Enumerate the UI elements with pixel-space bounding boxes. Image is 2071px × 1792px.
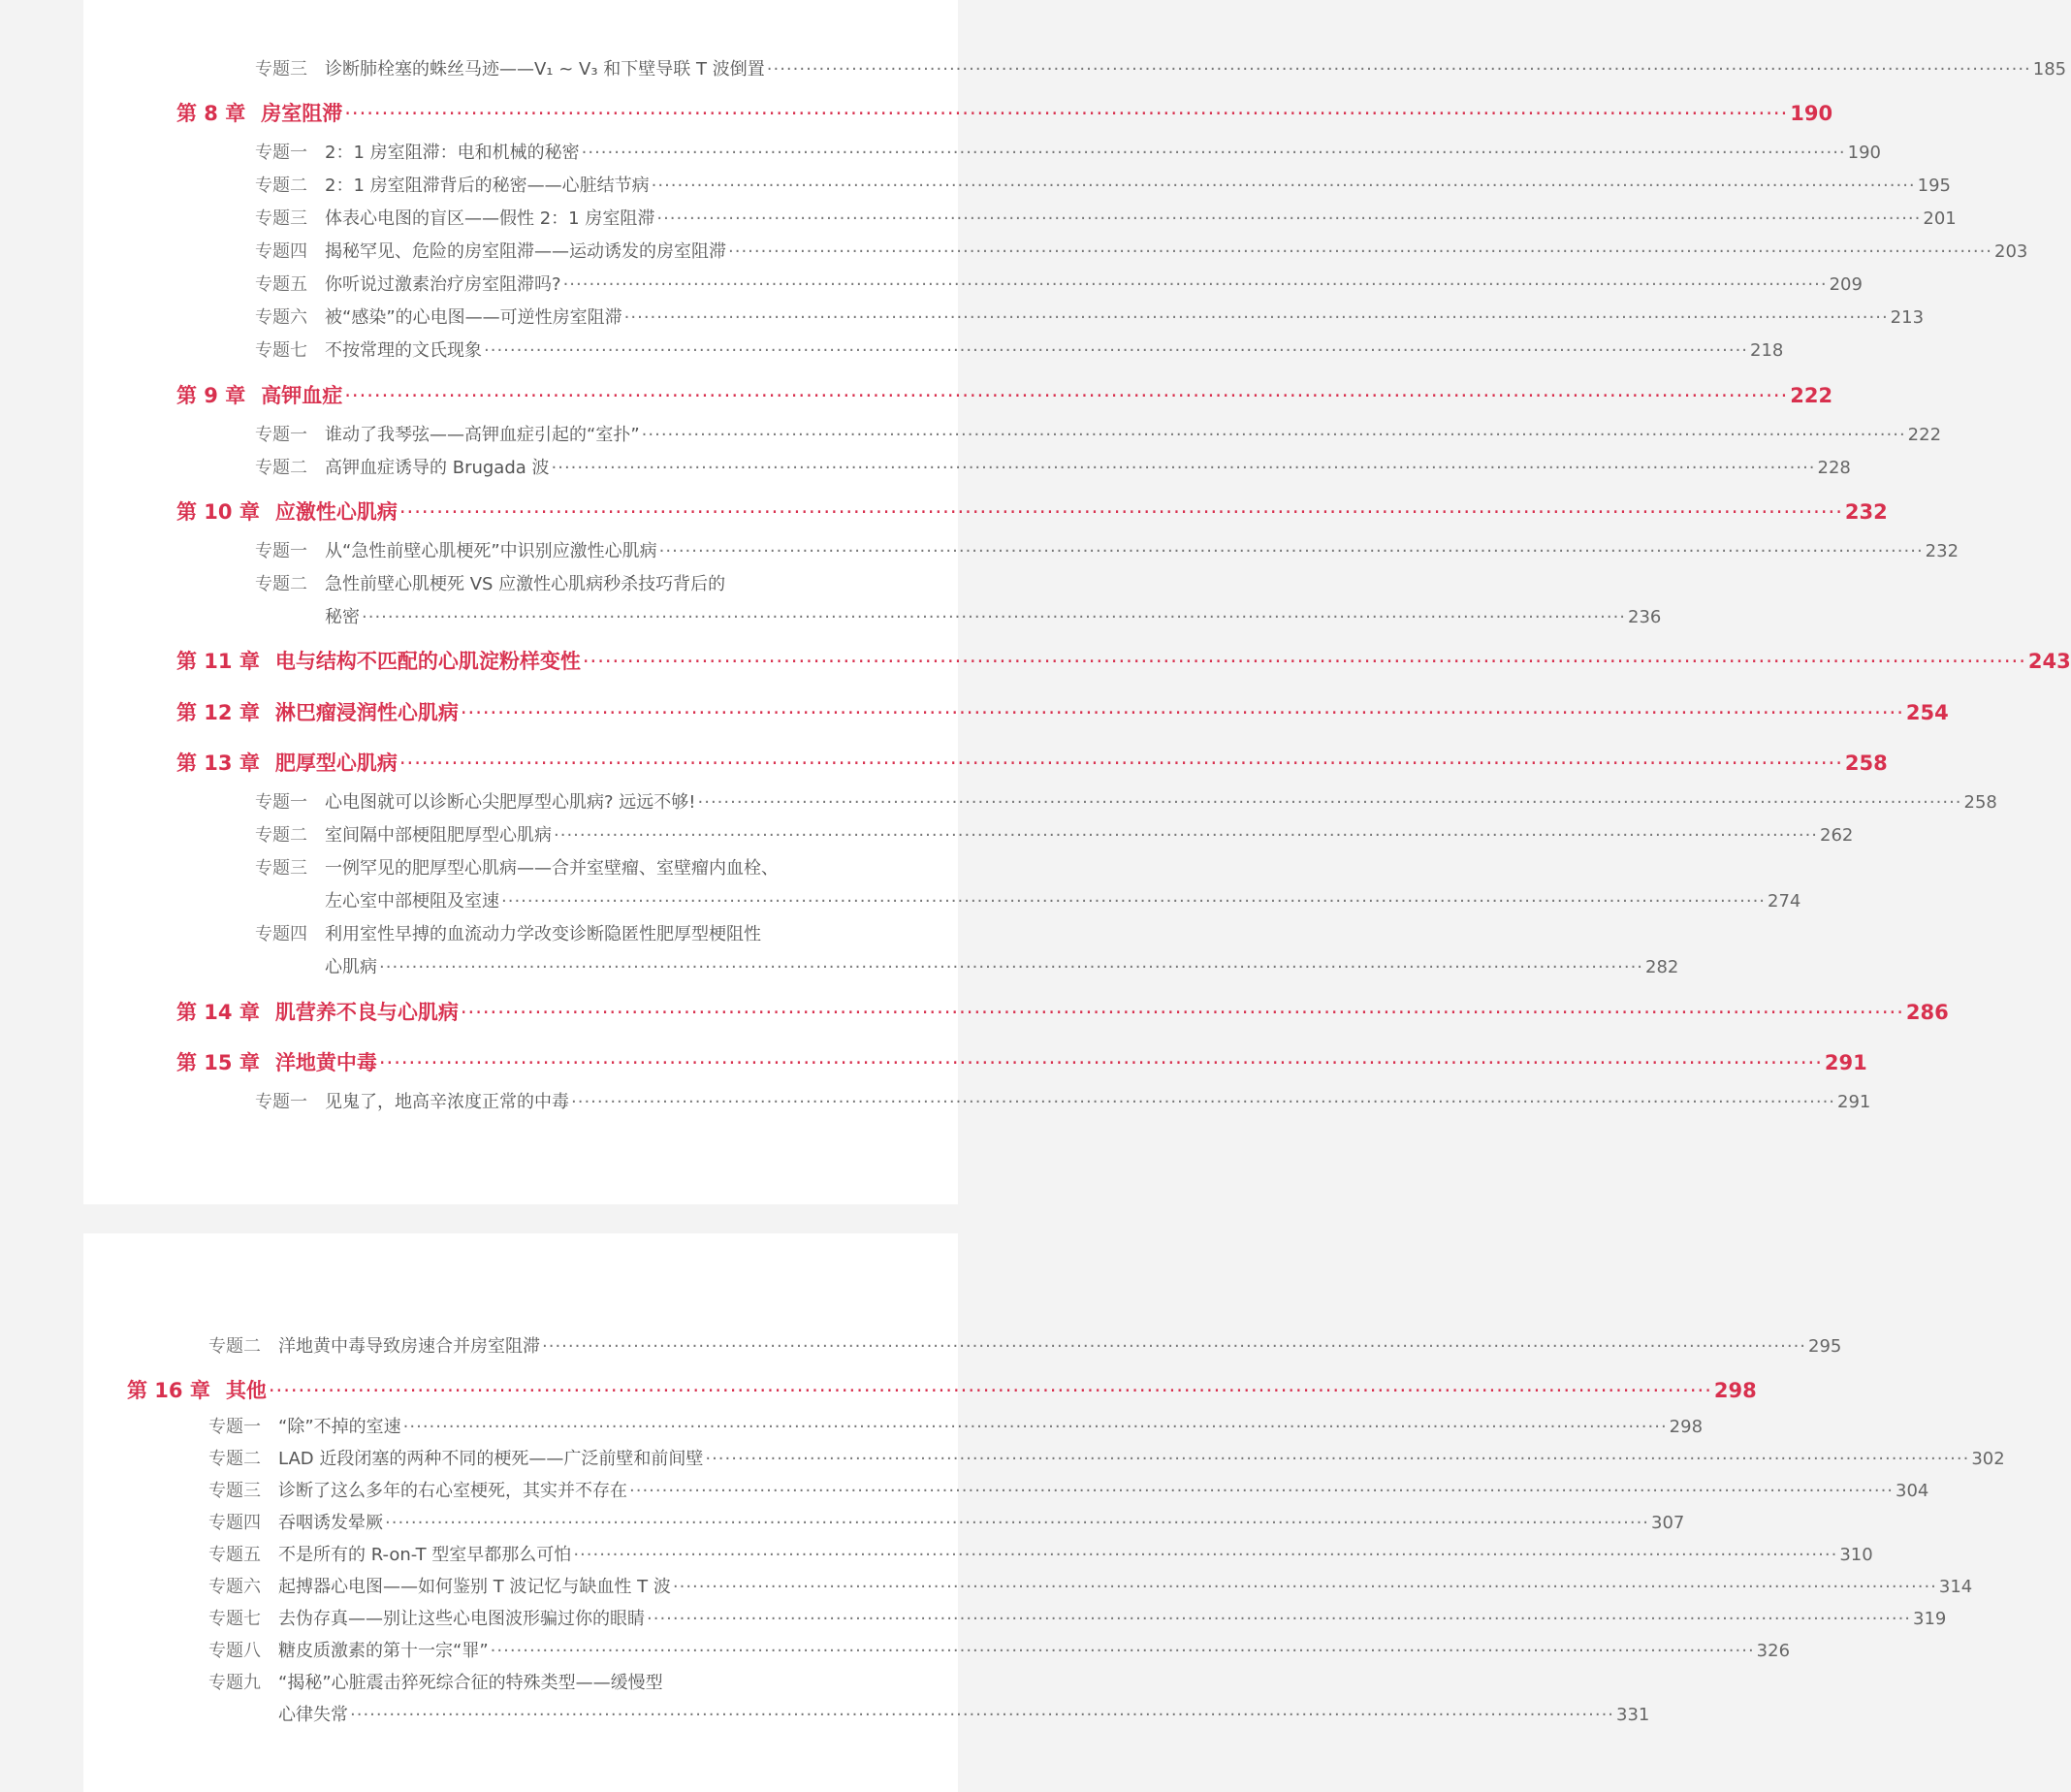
topic-label: 专题一 bbox=[255, 143, 307, 163]
toc-topic-entry bbox=[255, 537, 1959, 562]
dot-leader bbox=[350, 1705, 1614, 1725]
page-number: 222 bbox=[1907, 425, 1942, 445]
toc-topic-entry bbox=[208, 1637, 1791, 1662]
page-number: 295 bbox=[1808, 1336, 1842, 1357]
topic-title: 去伪存真——别让这些心电图波形骗过你的眼睛 bbox=[278, 1609, 645, 1629]
toc-topic-entry bbox=[255, 238, 2028, 263]
topic-title: 糖皮质激素的第十一宗“罪” bbox=[278, 1641, 489, 1661]
chapter-label: 第 9 章 bbox=[176, 384, 246, 407]
topic-label: 专题一 bbox=[255, 792, 307, 813]
toc-topic-entry bbox=[255, 172, 1951, 197]
dot-leader bbox=[554, 825, 1818, 846]
topic-label: 专题二 bbox=[208, 1336, 261, 1357]
page-number: 203 bbox=[1994, 241, 2028, 262]
topic-title: 利用室性早搏的血流动力学改变诊断隐匿性肥厚型梗阻性 bbox=[325, 924, 761, 944]
dot-leader bbox=[461, 701, 1904, 724]
page-number: 291 bbox=[1824, 1051, 1867, 1074]
page-number: 201 bbox=[1923, 208, 1957, 229]
chapter-title: 肌营养不良与心肌病 bbox=[274, 1001, 459, 1024]
topic-title: 不是所有的 R-on-T 型室早都那么可怕 bbox=[278, 1545, 572, 1565]
topic-label: 专题一 bbox=[255, 425, 307, 445]
page-number: 222 bbox=[1790, 384, 1833, 407]
dot-leader bbox=[399, 752, 1843, 775]
chapter-title: 电与结构不匹配的心肌淀粉样变性 bbox=[274, 650, 581, 673]
chapter-label: 第 15 章 bbox=[176, 1051, 260, 1074]
topic-title: 高钾血症诱导的 Brugada 波 bbox=[325, 458, 550, 478]
dot-leader bbox=[379, 1051, 1823, 1074]
chapter-label: 第 16 章 bbox=[127, 1379, 210, 1402]
toc-chapter-entry bbox=[127, 1375, 1757, 1404]
page-number: 307 bbox=[1651, 1513, 1685, 1533]
topic-label: 专题三 bbox=[255, 858, 307, 879]
topic-title: 2：1 房室阻滞：电和机械的秘密 bbox=[325, 143, 580, 163]
topic-title: LAD 近段闭塞的两种不同的梗死——广泛前壁和前间壁 bbox=[278, 1449, 704, 1469]
chapter-title: 肥厚型心肌病 bbox=[274, 752, 398, 775]
dot-leader bbox=[647, 1609, 1911, 1629]
topic-label: 专题一 bbox=[255, 541, 307, 561]
topic-title: 吞咽诱发晕厥 bbox=[278, 1513, 383, 1533]
page-number: 243 bbox=[2027, 650, 2071, 673]
page-number: 331 bbox=[1616, 1705, 1650, 1725]
dot-leader bbox=[705, 1449, 1969, 1469]
toc-topic-continuation bbox=[325, 603, 1662, 628]
dot-leader bbox=[379, 957, 1643, 977]
chapter-title: 淋巴瘤浸润性心肌病 bbox=[274, 701, 459, 724]
topic-title: 体表心电图的盲区——假性 2：1 房室阻滞 bbox=[325, 208, 655, 229]
toc-topic-entry bbox=[255, 570, 909, 595]
chapter-label: 第 12 章 bbox=[176, 701, 260, 724]
topic-title: 急性前壁心肌梗死 VS 应激性心肌病秒杀技巧背后的 bbox=[325, 574, 726, 594]
topic-label: 专题六 bbox=[255, 307, 307, 328]
toc-topic-entry bbox=[255, 139, 1881, 164]
dot-leader bbox=[552, 458, 1816, 478]
chapter-title: 高钾血症 bbox=[261, 384, 343, 407]
page-number: 282 bbox=[1645, 957, 1679, 977]
page-number: 190 bbox=[1847, 143, 1881, 163]
dot-leader bbox=[484, 340, 1748, 361]
topic-title: 你听说过激素治疗房室阻滞吗? bbox=[325, 274, 561, 295]
toc-topic-continuation bbox=[278, 1701, 1650, 1726]
toc-topic-entry bbox=[255, 304, 1925, 329]
dot-leader bbox=[571, 1092, 1835, 1112]
topic-title: 起搏器心电图——如何鉴别 T 波记忆与缺血性 T 波 bbox=[278, 1577, 671, 1597]
dot-leader bbox=[399, 500, 1843, 524]
toc-topic-entry bbox=[208, 1605, 1947, 1630]
toc-topic-entry bbox=[255, 55, 2067, 80]
chapter-label: 第 8 章 bbox=[176, 102, 246, 125]
dot-leader bbox=[563, 274, 1828, 295]
dot-leader bbox=[659, 541, 1924, 561]
topic-label: 专题一 bbox=[208, 1417, 261, 1437]
page-number: 236 bbox=[1628, 607, 1662, 627]
topic-label: 专题四 bbox=[255, 924, 307, 944]
dot-leader bbox=[491, 1641, 1755, 1661]
topic-label: 专题三 bbox=[208, 1481, 261, 1501]
dot-leader bbox=[344, 102, 1788, 125]
page-number: 302 bbox=[1971, 1449, 2005, 1469]
page-number: 228 bbox=[1817, 458, 1851, 478]
page-number: 218 bbox=[1750, 340, 1784, 361]
topic-title: “揭秘”心脏震击猝死综合征的特殊类型——缓慢型 bbox=[278, 1673, 663, 1693]
page-number: 262 bbox=[1820, 825, 1854, 846]
topic-title: 不按常理的文氏现象 bbox=[325, 340, 482, 361]
topic-label: 专题五 bbox=[255, 274, 307, 295]
toc-topic-entry bbox=[208, 1332, 1842, 1358]
dot-leader bbox=[728, 241, 1992, 262]
dot-leader bbox=[583, 650, 2026, 673]
dot-leader bbox=[582, 143, 1846, 163]
dot-leader bbox=[642, 425, 1906, 445]
toc-page-1 bbox=[83, 0, 2071, 1204]
topic-title: 揭秘罕见、危险的房室阻滞——运动诱发的房室阻滞 bbox=[325, 241, 726, 262]
page-number: 326 bbox=[1756, 1641, 1791, 1661]
topic-title-continued: 左心室中部梗阻及室速 bbox=[325, 891, 499, 912]
topic-title: 2：1 房室阻滞背后的秘密——心脏结节病 bbox=[325, 176, 650, 196]
page-number: 190 bbox=[1790, 102, 1833, 125]
topic-label: 专题八 bbox=[208, 1641, 261, 1661]
dot-leader bbox=[656, 208, 1921, 229]
page-number: 314 bbox=[1938, 1577, 1973, 1597]
toc-chapter-entry bbox=[176, 496, 1888, 526]
topic-label: 专题五 bbox=[208, 1545, 261, 1565]
toc-topic-entry bbox=[208, 1477, 1929, 1502]
page-number: 298 bbox=[1713, 1379, 1757, 1402]
page-number: 232 bbox=[1844, 500, 1888, 524]
dot-leader bbox=[573, 1545, 1837, 1565]
topic-title: 心电图就可以诊断心尖肥厚型心肌病? 远远不够! bbox=[325, 792, 696, 813]
page-number: 291 bbox=[1837, 1092, 1871, 1112]
toc-topic-continuation bbox=[325, 887, 1801, 912]
chapter-title: 应激性心肌病 bbox=[274, 500, 398, 524]
topic-title-continued: 心肌病 bbox=[325, 957, 377, 977]
page-number: 304 bbox=[1896, 1481, 1929, 1501]
topic-label: 专题三 bbox=[255, 59, 307, 80]
topic-label: 专题二 bbox=[255, 825, 307, 846]
page-number: 258 bbox=[1844, 752, 1888, 775]
topic-title: 诊断了这么多年的右心室梗死，其实并不存在 bbox=[278, 1481, 627, 1501]
topic-label: 专题六 bbox=[208, 1577, 261, 1597]
topic-title: “除”不掉的室速 bbox=[278, 1417, 401, 1437]
topic-label: 专题七 bbox=[255, 340, 307, 361]
page-number: 286 bbox=[1905, 1001, 1949, 1024]
topic-title: 见鬼了，地高辛浓度正常的中毒 bbox=[325, 1092, 569, 1112]
dot-leader bbox=[344, 384, 1788, 407]
dot-leader bbox=[501, 891, 1766, 912]
toc-topic-entry bbox=[208, 1573, 1973, 1598]
toc-topic-entry bbox=[255, 271, 1863, 296]
topic-title: 被“感染”的心电图——可逆性房室阻滞 bbox=[325, 307, 622, 328]
toc-page-2 bbox=[83, 1233, 2005, 1792]
topic-label: 专题二 bbox=[255, 176, 307, 196]
dot-leader bbox=[767, 59, 2031, 80]
chapter-title: 房室阻滞 bbox=[261, 102, 343, 125]
toc-chapter-entry bbox=[176, 697, 1949, 726]
toc-topic-continuation bbox=[325, 953, 1679, 978]
chapter-title: 洋地黄中毒 bbox=[274, 1051, 377, 1074]
dot-leader bbox=[269, 1379, 1712, 1402]
toc-topic-entry bbox=[255, 854, 909, 880]
toc-topic-entry bbox=[208, 1445, 2005, 1470]
dot-leader bbox=[403, 1417, 1668, 1437]
page-number: 185 bbox=[2032, 59, 2067, 80]
chapter-label: 第 10 章 bbox=[176, 500, 260, 524]
chapter-label: 第 13 章 bbox=[176, 752, 260, 775]
toc-topic-entry bbox=[208, 1413, 1704, 1438]
page-number: 254 bbox=[1905, 701, 1949, 724]
dot-leader bbox=[624, 307, 1889, 328]
toc-topic-entry bbox=[255, 821, 1854, 847]
toc-chapter-entry bbox=[176, 997, 1949, 1026]
topic-label: 专题二 bbox=[255, 458, 307, 478]
dot-leader bbox=[461, 1001, 1904, 1024]
topic-title: 谁动了我琴弦——高钾血症引起的“室扑” bbox=[325, 425, 640, 445]
dot-leader bbox=[673, 1577, 1937, 1597]
page-number: 258 bbox=[1963, 792, 1997, 813]
toc-topic-entry bbox=[255, 788, 1997, 814]
page-number: 274 bbox=[1768, 891, 1801, 912]
toc-chapter-entry bbox=[176, 380, 1833, 409]
chapter-label: 第 14 章 bbox=[176, 1001, 260, 1024]
toc-topic-entry bbox=[208, 1541, 1873, 1566]
dot-leader bbox=[385, 1513, 1649, 1533]
page-number: 310 bbox=[1839, 1545, 1873, 1565]
chapter-label: 第 11 章 bbox=[176, 650, 260, 673]
page-number: 209 bbox=[1829, 274, 1863, 295]
toc-chapter-entry bbox=[176, 748, 1888, 777]
page-number: 213 bbox=[1890, 307, 1925, 328]
toc-topic-entry bbox=[255, 205, 1957, 230]
page-number: 298 bbox=[1669, 1417, 1704, 1437]
dot-leader bbox=[542, 1336, 1806, 1357]
topic-label: 专题九 bbox=[208, 1673, 261, 1693]
toc-topic-entry bbox=[255, 336, 1784, 362]
topic-title: 从“急性前壁心肌梗死”中识别应激性心肌病 bbox=[325, 541, 657, 561]
topic-title: 诊断肺栓塞的蛛丝马迹——V₁ ~ V₃ 和下壁导联 T 波倒置 bbox=[325, 59, 765, 80]
toc-topic-entry bbox=[255, 920, 909, 945]
toc-topic-entry bbox=[255, 421, 1942, 446]
topic-title-continued: 心律失常 bbox=[278, 1705, 348, 1725]
toc-chapter-entry bbox=[176, 98, 1833, 127]
topic-title: 一例罕见的肥厚型心肌病——合并室壁瘤、室壁瘤内血栓、 bbox=[325, 858, 779, 879]
page-number: 232 bbox=[1925, 541, 1959, 561]
topic-label: 专题七 bbox=[208, 1609, 261, 1629]
topic-label: 专题一 bbox=[255, 1092, 307, 1112]
topic-label: 专题二 bbox=[255, 574, 307, 594]
dot-leader bbox=[362, 607, 1626, 627]
dot-leader bbox=[629, 1481, 1894, 1501]
topic-title-continued: 秘密 bbox=[325, 607, 360, 627]
toc-topic-entry bbox=[255, 454, 1851, 479]
toc-chapter-entry bbox=[176, 646, 2071, 675]
topic-title: 洋地黄中毒导致房速合并房室阻滞 bbox=[278, 1336, 540, 1357]
dot-leader bbox=[698, 792, 1962, 813]
toc-topic-entry bbox=[208, 1669, 860, 1694]
dot-leader bbox=[652, 176, 1916, 196]
toc-topic-entry bbox=[208, 1509, 1685, 1534]
chapter-title: 其他 bbox=[225, 1379, 267, 1402]
toc-topic-entry bbox=[255, 1088, 1871, 1113]
topic-title: 室间隔中部梗阻肥厚型心肌病 bbox=[325, 825, 552, 846]
toc-chapter-entry bbox=[176, 1047, 1867, 1076]
page-number: 195 bbox=[1917, 176, 1951, 196]
topic-label: 专题四 bbox=[208, 1513, 261, 1533]
page-number: 319 bbox=[1913, 1609, 1947, 1629]
topic-label: 专题二 bbox=[208, 1449, 261, 1469]
topic-label: 专题三 bbox=[255, 208, 307, 229]
topic-label: 专题四 bbox=[255, 241, 307, 262]
